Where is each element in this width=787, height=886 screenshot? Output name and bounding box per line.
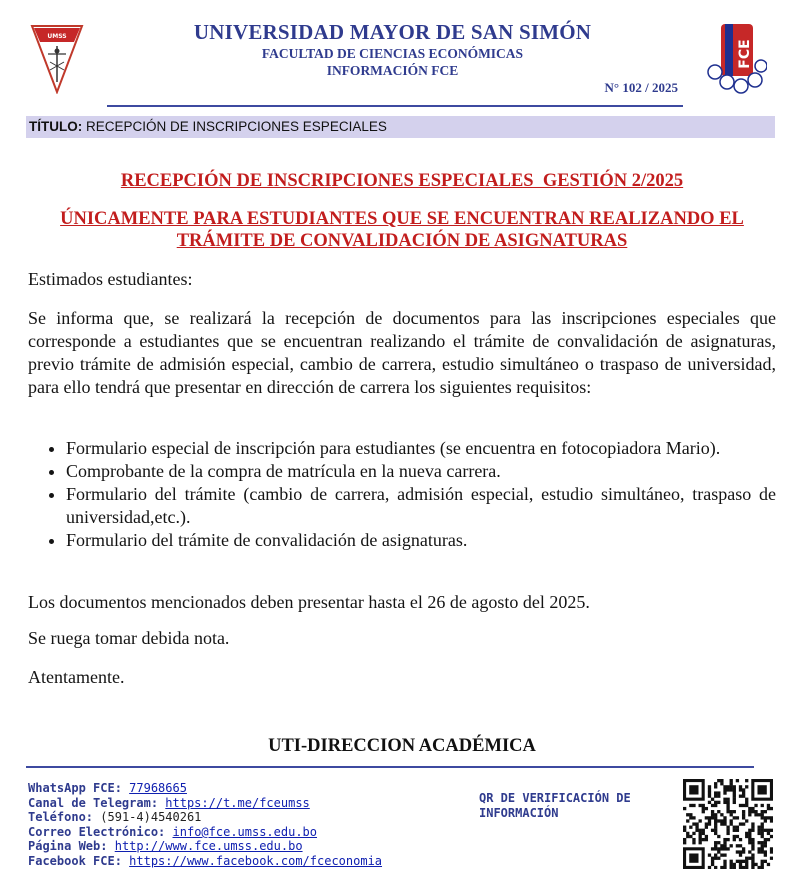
telegram-link[interactable]: https://t.me/fceumss bbox=[165, 795, 310, 810]
web-label: Página Web: bbox=[28, 839, 108, 854]
telegram-row bbox=[28, 796, 478, 811]
sub-heading: ÚNICAMENTE PARA ESTUDIANTES QUE SE ENCUENTRAN REALIZANDO EL TRÁMITE DE CONVALIDACIÓN DE ASIGNATURAS bbox=[60, 209, 744, 251]
requirement-item: • Formulario especial de inscripción para estudiantes (se encuentra en fotocopiadora Mario). bbox=[66, 437, 776, 460]
title-label: TÍTULO: bbox=[29, 119, 83, 134]
request-paragraph: Se ruega tomar debida nota. bbox=[28, 628, 230, 648]
requirements-list bbox=[28, 437, 776, 552]
web-link[interactable]: http://www.fce.umss.edu.bo bbox=[114, 839, 303, 854]
university-title: UNIVERSIDAD MAYOR DE SAN SIMÓN bbox=[193, 20, 592, 44]
closing-paragraph: Atentamente. bbox=[28, 667, 125, 687]
faculty-title: FACULTAD DE CIENCIAS ECONÓMICAS bbox=[261, 46, 524, 61]
deadline-paragraph: Los documentos mencionados deben presentar hasta el 26 de agosto del 2025. bbox=[28, 592, 590, 612]
web-row bbox=[28, 839, 478, 854]
qr-code-icon bbox=[683, 779, 773, 869]
whatsapp-link[interactable]: 77968665 bbox=[129, 781, 187, 795]
phone-value: (591-4)4540261 bbox=[100, 810, 202, 825]
greeting: Estimados estudiantes: bbox=[28, 269, 193, 289]
signature: UTI-DIRECCION ACADÉMICA bbox=[268, 736, 536, 756]
title-value: RECEPCIÓN DE INSCRIPCIONES ESPECIALES bbox=[86, 119, 387, 134]
intro-paragraph: Se informa que, se realizará la recepción de documentos para las inscripciones especiales que corresponde a estudiantes que se encuentran realizando el trámite de convalidación de asignaturas, previo trámite de admisión especial, cambio de carrera, estudio simultáneo o traspaso de universidad, para ello tendrá que presentar en dirección de carrera los siguientes requisitos: bbox=[28, 308, 776, 397]
email-link[interactable]: info@fce.umss.edu.bo bbox=[172, 824, 318, 839]
document-number: N° 102 / 2025 bbox=[604, 80, 678, 95]
fce-logo bbox=[707, 20, 767, 94]
qr-label: QR DE VERIFICACIÓN DE INFORMACIÓN bbox=[479, 791, 631, 820]
info-title: INFORMACIÓN FCE bbox=[326, 63, 459, 78]
email-row bbox=[28, 825, 478, 840]
umss-logo bbox=[30, 24, 84, 94]
requirement-item: • Formulario del trámite de convalidación de asignaturas. bbox=[66, 529, 776, 552]
facebook-label: Facebook FCE: bbox=[28, 853, 122, 868]
whatsapp-label: WhatsApp FCE: bbox=[28, 781, 122, 795]
whatsapp-row bbox=[28, 781, 478, 796]
title-bar bbox=[26, 116, 775, 138]
phone-label: Teléfono: bbox=[28, 810, 94, 825]
phone-row bbox=[28, 810, 478, 825]
requirement-item: • Comprobante de la compra de matrícula en la nueva carrera. bbox=[66, 460, 776, 483]
header-divider bbox=[107, 105, 683, 107]
footer-divider bbox=[26, 766, 754, 768]
facebook-link[interactable]: https://www.facebook.com/fceconomia bbox=[129, 853, 383, 868]
contact-info bbox=[28, 781, 478, 869]
fce-logo-text: FCE bbox=[737, 39, 753, 69]
umss-logo-text: UMSS bbox=[47, 33, 67, 40]
main-heading: RECEPCIÓN DE INSCRIPCIONES ESPECIALES GESTIÓN 2/2025 bbox=[120, 171, 684, 191]
telegram-label: Canal de Telegram: bbox=[28, 795, 159, 810]
email-label: Correo Electrónico: bbox=[28, 824, 166, 839]
requirement-item: • Formulario del trámite (cambio de carrera, admisión especial, estudio simultáneo, traspaso de universidad,etc.). bbox=[66, 483, 776, 529]
facebook-row bbox=[28, 854, 478, 869]
